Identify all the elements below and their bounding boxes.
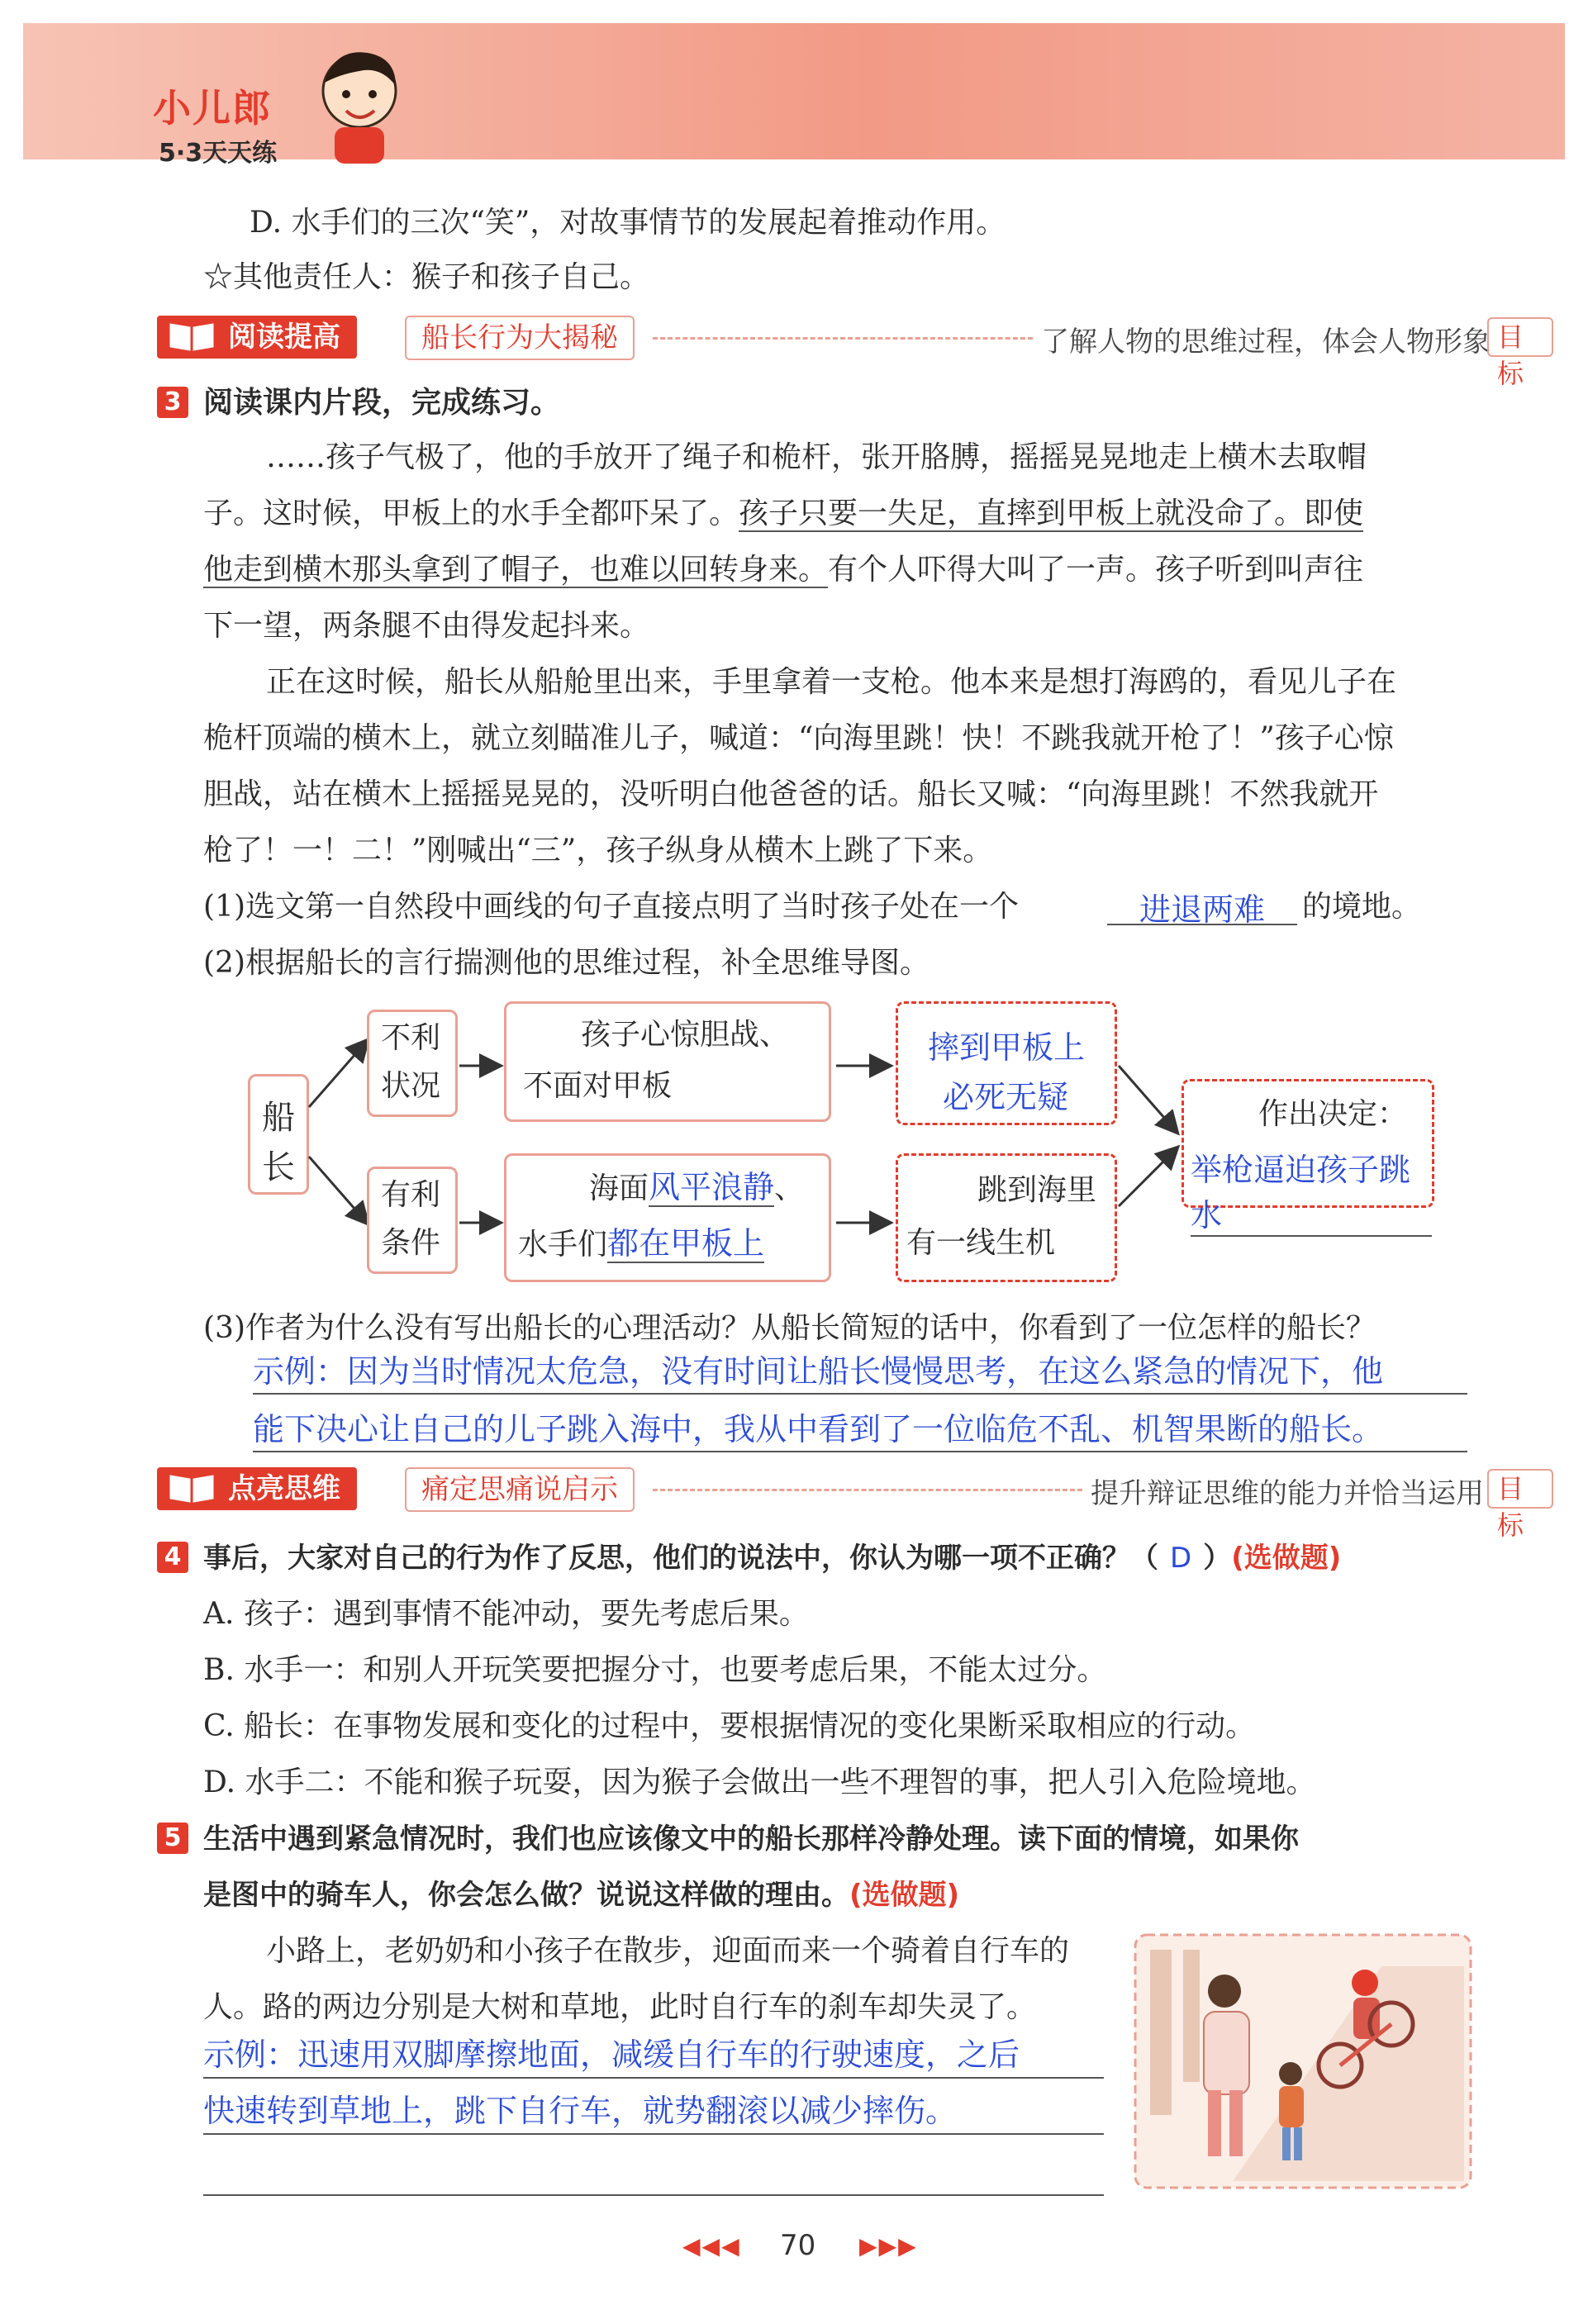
section-divider — [653, 337, 1033, 340]
favorable-sep: 、 — [774, 1172, 805, 1205]
answer-line[interactable] — [203, 2032, 1104, 2079]
passage-segment: 子。这时候，甲板上的水手全都吓呆了。 — [203, 497, 739, 530]
footer-left-arrows: ◀◀◀ — [682, 2232, 741, 2260]
section-tag: 阅读提高 — [157, 316, 357, 359]
goal-tag: 目标 — [1487, 317, 1553, 357]
q5-context-line-1: 小路上，老奶奶和小孩子在散步，迎面而来一个骑着自行车的 — [266, 1934, 1070, 1968]
favorable-answer-1: 风平浪静 — [649, 1169, 775, 1205]
section-header-thinking — [157, 1467, 1553, 1541]
passage-line — [203, 555, 1363, 585]
section-title: 痛定思痛说启示 — [405, 1467, 635, 1512]
logo: 小儿郎 — [153, 86, 272, 131]
answer-blank[interactable] — [1107, 884, 1297, 928]
answer-line[interactable] — [253, 1408, 1467, 1452]
option-d-text: D. 水手们的三次“笑”，对故事情节的发展起着推动作用。 — [250, 206, 1006, 240]
mindmap-unfavorable-detail — [504, 1001, 831, 1122]
q5-context-line-2: 人。路的两边分别是大树和草地，此时自行车的刹车却失灵了。 — [203, 1990, 1037, 2024]
other-responsible-text: ☆其他责任人：猴子和孩子自己。 — [203, 260, 650, 294]
q4-answer: D — [1170, 1542, 1192, 1575]
answer-line-empty[interactable] — [203, 2150, 1104, 2196]
favorable-result-2: 有一线生机 — [906, 1226, 1056, 1260]
footer-right-arrows: ▶▶▶ — [859, 2232, 918, 2260]
passage-line: 胆战，站在横木上摇摇晃晃的，没听明白他爸爸的话。船长又喊：“向海里跳！不然我就开 — [203, 777, 1379, 811]
passage-line: 枪了！一！二！”刚喊出“三”，孩子纵身从横木上跳了下来。 — [203, 834, 993, 867]
mascot-icon — [310, 41, 409, 165]
section-header-reading — [157, 316, 1553, 389]
book-icon — [167, 321, 216, 354]
goal-tag: 目标 — [1487, 1469, 1553, 1509]
q4-close: ） — [1203, 1542, 1232, 1575]
underlined-sentence: 孩子只要一失足，直摔到甲板上就没命了。即使 — [739, 497, 1364, 530]
q4-optional-tag: (选做题) — [1231, 1542, 1342, 1575]
subquestion-1-end: 的境地。 — [1302, 890, 1422, 924]
subquestion-3: (3)作者为什么没有写出船长的心理活动？从船长简短的话中，你看到了一位怎样的船长？ — [203, 1311, 1376, 1345]
mindmap-favorable — [367, 1167, 458, 1274]
favorable-answer-2: 都在甲板上 — [607, 1225, 765, 1262]
mindmap-unfavorable-result — [896, 1001, 1117, 1125]
favorable-label-1: 有利 — [381, 1178, 441, 1212]
passage-line: ……孩子气极了，他的手放开了绳子和桅杆，张开胳膊，摇摇晃晃地走上横木去取帽 — [266, 440, 1367, 474]
root-char-2: 长 — [262, 1148, 295, 1186]
question-title: 阅读课内片段，完成练习。 — [203, 386, 561, 420]
answer-text: 能下决心让自己的儿子跳入海中，我从中看到了一位临危不乱、机智果断的船长。 — [253, 1411, 1384, 1447]
subquestion-1 — [203, 892, 1019, 922]
mindmap-unfavorable — [367, 1010, 458, 1117]
question-number: 4 — [157, 1542, 188, 1573]
passage-line: 下一望，两条腿不由得发起抖来。 — [203, 609, 650, 643]
unfavorable-result-2: 必死无疑 — [943, 1079, 1069, 1115]
unfavorable-detail-2: 不面对甲板 — [523, 1069, 673, 1103]
passage-line — [203, 499, 1363, 529]
answer-line[interactable] — [203, 2089, 1104, 2135]
passage-line: 正在这时候，船长从船舱里出来，手里拿着一支枪。他本来是想打海鸥的，看见儿子在 — [266, 665, 1397, 699]
passage-segment: 有个人吓得大叫了一声。孩子听到叫声往 — [828, 553, 1364, 587]
decision-label: 作出决定： — [1258, 1097, 1408, 1131]
q5-optional-tag: (选做题) — [849, 1879, 960, 1912]
subquestion-1-text: (1)选文第一自然段中画线的句子直接点明了当时孩子处在一个 — [203, 890, 1019, 924]
subquestion-2: (2)根据船长的言行揣测他的思维过程，补全思维导图。 — [203, 946, 930, 980]
unfavorable-result-1: 摔到甲板上 — [928, 1029, 1086, 1066]
favorable-prefix-1: 海面 — [589, 1172, 649, 1205]
logo-subtitle: 5·3天天练 — [159, 139, 278, 168]
option-a: A. 孩子：遇到事情不能冲动，要先考虑后果。 — [203, 1597, 809, 1631]
book-icon — [167, 1472, 216, 1505]
section-title: 船长行为大揭秘 — [405, 316, 635, 360]
answer-text: 示例：迅速用双脚摩擦地面，减缓自行车的行驶速度，之后 — [203, 2036, 1020, 2073]
q4-question-text: 事后，大家对自己的行为作了反思，他们的说法中，你认为哪一项不正确？（ — [203, 1542, 1158, 1575]
section-goal-text: 了解人物的思维过程，体会人物形象 — [1041, 326, 1491, 359]
mindmap-favorable-result — [896, 1153, 1117, 1282]
mindmap-favorable-detail — [504, 1153, 831, 1282]
question-number: 3 — [157, 387, 188, 418]
answer-text: 进退两难 — [1139, 891, 1265, 928]
section-goal-text: 提升辩证思维的能力并恰当运用 — [1091, 1477, 1484, 1510]
unfavorable-label-2: 状况 — [381, 1069, 441, 1103]
passage-line: 桅杆顶端的横木上，就立刻瞄准儿子，喊道：“向海里跳！快！不跳我就开枪了！”孩子心惊 — [203, 721, 1394, 755]
option-c: C. 船长：在事物发展和变化的过程中，要根据情况的变化果断采取相应的行动。 — [203, 1709, 1256, 1743]
q4-question — [203, 1543, 1341, 1573]
answer-text: 示例：因为当时情况太危急，没有时间让船长慢慢思考，在这么紧急的情况下，他 — [253, 1353, 1384, 1390]
q5-question-text: 是图中的骑车人，你会怎么做？说说这样做的理由。 — [203, 1879, 849, 1912]
favorable-detail-row-2 — [518, 1225, 765, 1262]
unfavorable-label-1: 不利 — [381, 1021, 441, 1055]
favorable-prefix-2: 水手们 — [518, 1228, 608, 1262]
underlined-sentence: 他走到横木那头拿到了帽子，也难以回转身来。 — [203, 553, 829, 587]
favorable-result-1: 跳到海里 — [977, 1173, 1097, 1207]
page-number: 70 — [780, 2229, 816, 2262]
section-divider — [653, 1489, 1082, 1491]
section-tag: 点亮思维 — [157, 1467, 357, 1510]
root-char-1: 船 — [262, 1099, 295, 1137]
answer-line[interactable] — [253, 1350, 1467, 1395]
q5-question-line-2 — [203, 1880, 959, 1910]
option-b: B. 水手一：和别人开玩笑要把握分寸，也要考虑后果，不能太过分。 — [203, 1653, 1107, 1687]
unfavorable-detail-1: 孩子心惊胆战、 — [581, 1018, 790, 1052]
cyclist-scene-illustration — [1134, 1933, 1472, 2189]
option-d: D. 水手二：不能和猴子玩耍，因为猴子会做出一些不理智的事，把人引入危险境地。 — [203, 1766, 1316, 1799]
answer-text: 快速转到草地上，跳下自行车，就势翻滚以减少摔伤。 — [203, 2093, 958, 2129]
mindmap-root — [248, 1074, 309, 1195]
favorable-detail-row-1 — [589, 1169, 805, 1205]
q5-question-line-1: 生活中遇到紧急情况时，我们也应该像文中的船长那样冷静处理。读下面的情境，如果你 — [203, 1823, 1299, 1856]
decision-answer: 举枪逼迫孩子跳水 — [1191, 1144, 1432, 1237]
mindmap-decision — [1181, 1079, 1434, 1233]
favorable-label-2: 条件 — [381, 1226, 441, 1260]
question-number: 5 — [157, 1823, 188, 1854]
